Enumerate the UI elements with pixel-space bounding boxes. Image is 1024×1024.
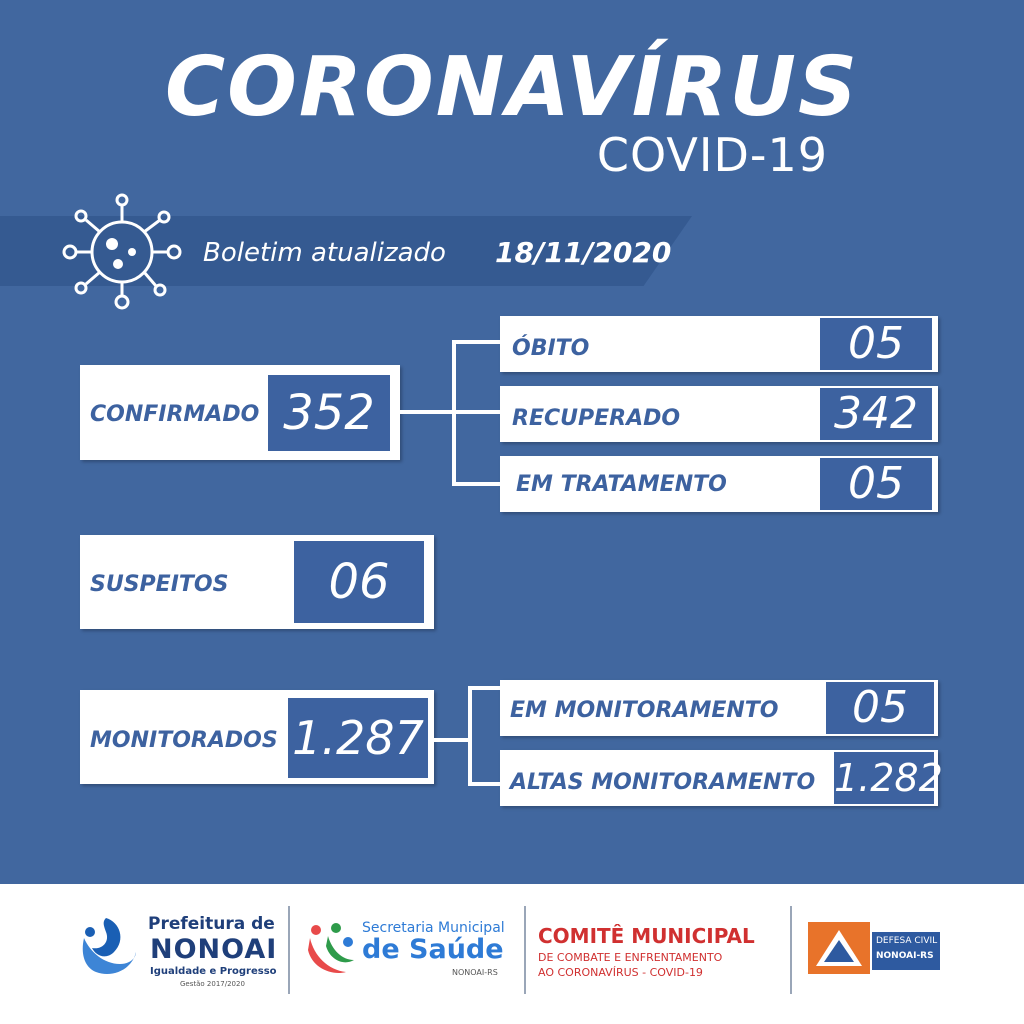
defesa-line2: NONOAI-RS: [876, 951, 934, 961]
suspected-label: SUSPEITOS: [90, 572, 229, 597]
footer-divider: [790, 906, 792, 994]
prefeitura-motto: Igualdade e Progresso: [150, 966, 277, 977]
connector-line: [400, 410, 454, 414]
defesa-line1: DEFESA CIVIL: [876, 936, 938, 946]
discharged-value: 1.282: [834, 752, 934, 804]
footer-divider: [288, 906, 290, 994]
saude-line3: NONOAI-RS: [452, 968, 498, 977]
in-monitoring-value: 05: [826, 682, 934, 734]
saude-logo-icon: [302, 920, 358, 978]
page-title: CORONAVÍRUS: [164, 40, 859, 135]
connector-line: [452, 410, 502, 414]
comite-line2: DE COMBATE E ENFRENTAMENTO: [538, 951, 723, 964]
connector-line: [468, 686, 502, 690]
comite-line3: AO CORONAVÍRUS - COVID-19: [538, 966, 703, 979]
page-subtitle: COVID-19: [596, 128, 828, 182]
connector-line: [434, 738, 470, 742]
connector-line: [468, 686, 472, 786]
deaths-label: ÓBITO: [512, 336, 590, 361]
recovered-value: 342: [820, 388, 932, 440]
prefeitura-line1: Prefeitura de: [148, 914, 275, 934]
footer-divider: [524, 906, 526, 994]
saude-line1: Secretaria Municipal: [362, 920, 505, 936]
recovered-label: RECUPERADO: [512, 406, 681, 431]
confirmed-value: 352: [268, 375, 390, 451]
connector-line: [452, 340, 502, 344]
virus-icon: [56, 192, 188, 312]
comite-title: COMITÊ MUNICIPAL: [538, 924, 755, 948]
confirmed-label: CONFIRMADO: [90, 402, 260, 427]
connector-line: [468, 782, 502, 786]
connector-line: [452, 482, 502, 486]
prefeitura-term: Gestão 2017/2020: [180, 980, 245, 988]
suspected-value: 06: [294, 541, 424, 623]
banner-text: Boletim atualizado: [203, 238, 446, 268]
treatment-label: EM TRATAMENTO: [516, 472, 727, 497]
in-monitoring-label: EM MONITORAMENTO: [510, 698, 779, 723]
banner-date: 18/11/2020: [495, 236, 672, 269]
discharged-label: ALTAS MONITORAMENTO: [510, 770, 816, 795]
prefeitura-logo-icon: [76, 912, 138, 984]
treatment-value: 05: [820, 458, 932, 510]
prefeitura-line2: NONOAI: [150, 934, 278, 965]
defesa-civil-logo-icon: [808, 922, 870, 974]
monitored-value: 1.287: [288, 698, 428, 778]
saude-line2: de Saúde: [362, 934, 504, 965]
monitored-label: MONITORADOS: [90, 728, 278, 753]
deaths-value: 05: [820, 318, 932, 370]
